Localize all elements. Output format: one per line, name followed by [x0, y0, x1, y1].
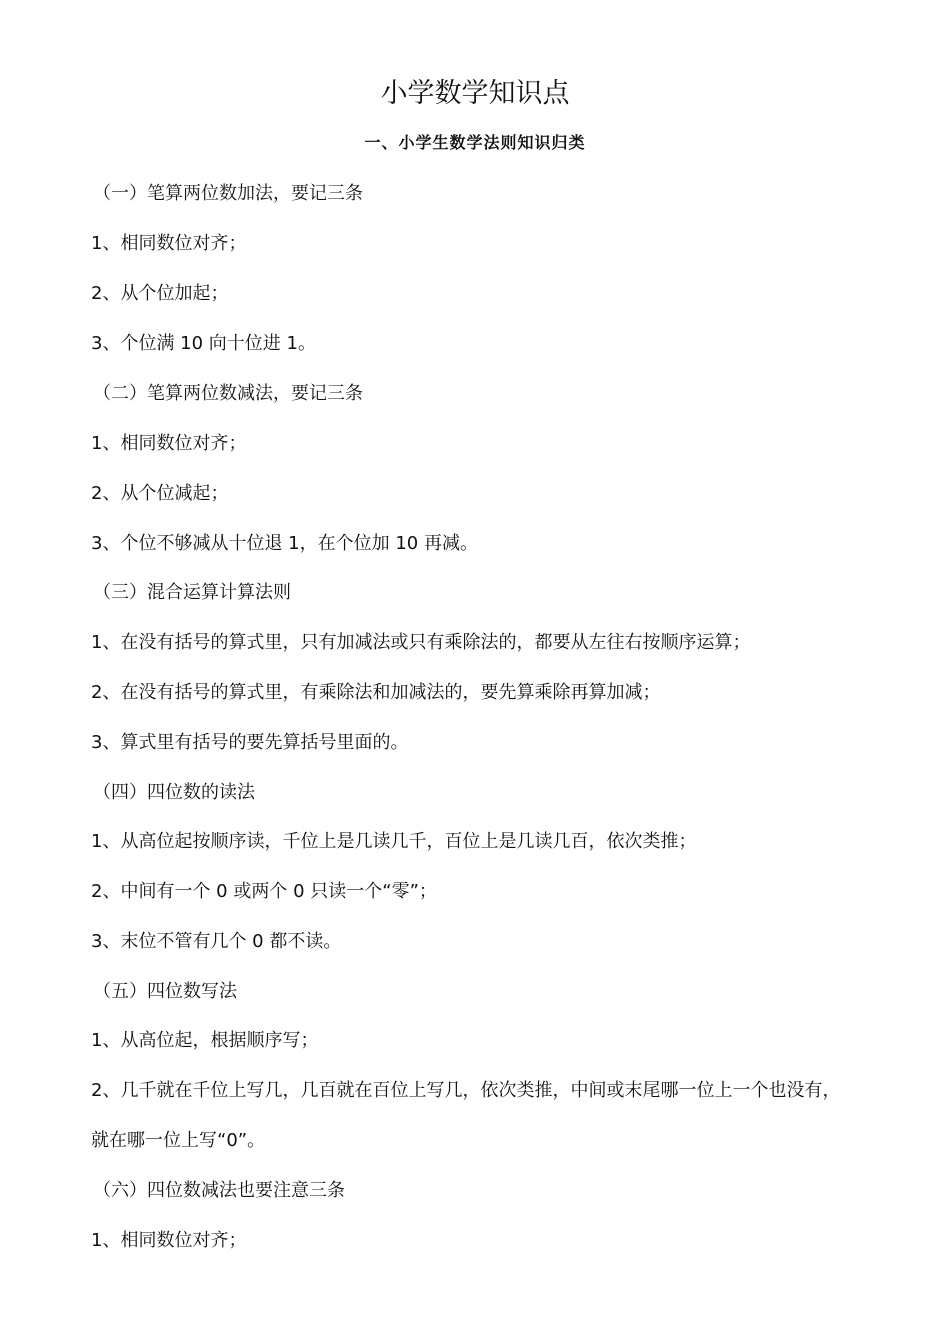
- heading-four-digit-subtraction: （六）四位数减法也要注意三条: [93, 1180, 345, 1201]
- list-item: 2、从个位减起；: [91, 483, 229, 504]
- list-item: 2、从个位加起；: [91, 283, 229, 304]
- list-item: 1、从高位起按顺序读，千位上是几读几千，百位上是几读几百，依次类推；: [91, 831, 697, 852]
- list-item: 3、算式里有括号的要先算括号里面的。: [91, 732, 409, 753]
- list-item: 1、相同数位对齐；: [91, 1230, 247, 1251]
- page-title: 小学数学知识点: [380, 78, 570, 109]
- list-item: 1、相同数位对齐；: [91, 233, 247, 254]
- heading-writing-numbers: （五）四位数写法: [93, 981, 237, 1002]
- list-item: 1、从高位起，根据顺序写；: [91, 1030, 319, 1051]
- list-item: 3、个位不够减从十位退 1，在个位加 10 再减。: [91, 533, 478, 554]
- list-item: 1、相同数位对齐；: [91, 433, 247, 454]
- heading-reading-numbers: （四）四位数的读法: [93, 782, 255, 803]
- section-subtitle: 一、小学生数学法则知识归类: [364, 133, 586, 152]
- heading-addition: （一）笔算两位数加法，要记三条: [93, 183, 363, 204]
- list-item-continuation: 就在哪一位上写“0”。: [91, 1130, 266, 1151]
- list-item: 3、个位满 10 向十位进 1。: [91, 333, 316, 354]
- heading-subtraction: （二）笔算两位数减法，要记三条: [93, 383, 363, 404]
- list-item: 3、末位不管有几个 0 都不读。: [91, 931, 342, 952]
- list-item: 2、中间有一个 0 或两个 0 只读一个“零”；: [91, 881, 437, 902]
- list-item: 2、在没有括号的算式里，有乘除法和加减法的，要先算乘除再算加减；: [91, 682, 661, 703]
- list-item: 1、在没有括号的算式里，只有加减法或只有乘除法的，都要从左往右按顺序运算；: [91, 632, 751, 653]
- list-item: 2、几千就在千位上写几，几百就在百位上写几，依次类推，中间或末尾哪一位上一个也没有，: [91, 1080, 841, 1101]
- heading-mixed-operations: （三）混合运算计算法则: [93, 582, 291, 603]
